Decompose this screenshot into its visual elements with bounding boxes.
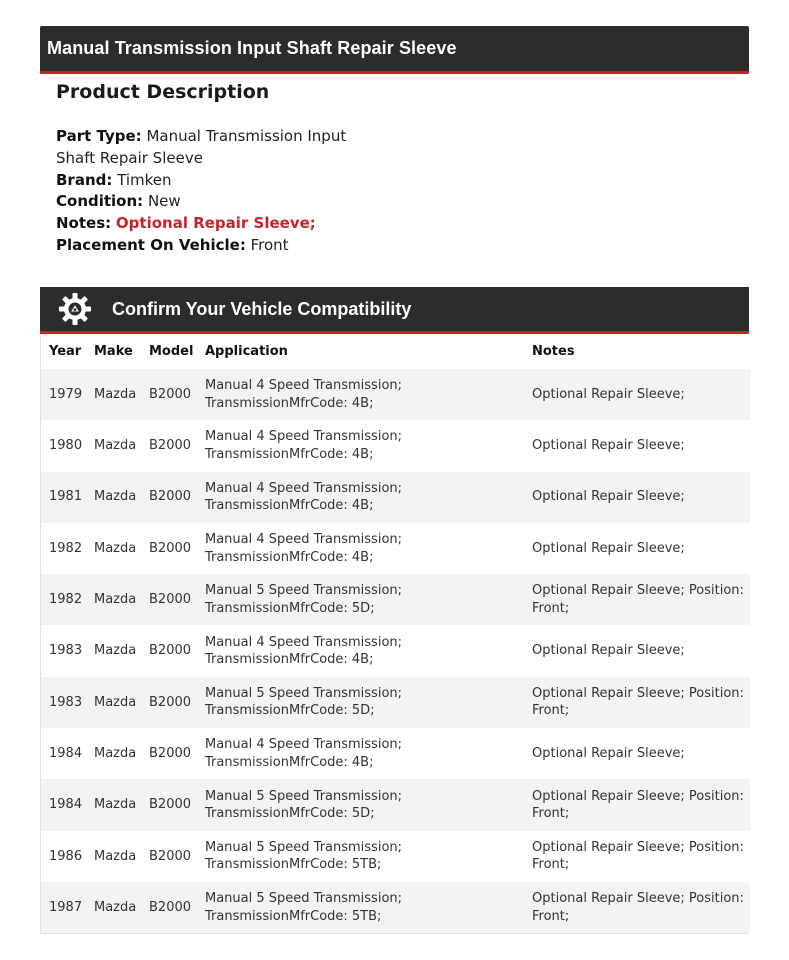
brand-label: Brand: (56, 170, 113, 189)
part-type-line (56, 126, 386, 170)
cell-make: Mazda (86, 677, 141, 728)
table-row (41, 882, 750, 933)
compatibility-table (40, 334, 749, 934)
brand-line (56, 170, 386, 192)
cell-application: Manual 5 Speed Transmission; TransmissionMfrCode: 5D; (197, 574, 524, 625)
cell-application: Manual 5 Speed Transmission; TransmissionMfrCode: 5TB; (197, 882, 524, 933)
cell-notes: Optional Repair Sleeve; Position: Front; (524, 882, 750, 933)
column-header-make: Make (86, 334, 141, 369)
compatibility-header-bar (40, 287, 749, 334)
part-type-label: Part Type: (56, 127, 142, 145)
cell-notes: Optional Repair Sleeve; (524, 625, 750, 676)
condition-line (56, 191, 386, 213)
cell-year: 1982 (41, 523, 86, 574)
cell-application: Manual 4 Speed Transmission; TransmissionMfrCode: 4B; (197, 420, 524, 471)
table-row (41, 472, 750, 523)
brand-value: Timken (117, 170, 172, 189)
condition-value: New (147, 192, 181, 211)
placement-label: Placement On Vehicle: (56, 235, 246, 254)
table-body (41, 369, 750, 933)
cell-model: B2000 (141, 523, 197, 574)
gear-icon (58, 292, 92, 326)
cell-application: Manual 4 Speed Transmission; TransmissionMfrCode: 4B; (197, 369, 524, 420)
table-row (41, 831, 750, 882)
cell-application: Manual 5 Speed Transmission; TransmissionMfrCode: 5TB; (197, 831, 524, 882)
cell-notes: Optional Repair Sleeve; (524, 523, 750, 574)
product-title-bar (40, 26, 749, 74)
table-row (41, 779, 750, 830)
table-row (41, 420, 750, 471)
table-row (41, 677, 750, 728)
cell-notes: Optional Repair Sleeve; (524, 472, 750, 523)
notes-line (56, 213, 386, 235)
column-header-application: Application (197, 334, 524, 369)
cell-notes: Optional Repair Sleeve; (524, 420, 750, 471)
cell-make: Mazda (86, 523, 141, 574)
product-title: Manual Transmission Input Shaft Repair Sleeve (47, 38, 457, 58)
cell-notes: Optional Repair Sleeve; Position: Front; (524, 831, 750, 882)
cell-notes: Optional Repair Sleeve; (524, 369, 750, 420)
cell-application: Manual 4 Speed Transmission; TransmissionMfrCode: 4B; (197, 523, 524, 574)
description-heading: Product Description (56, 81, 270, 103)
cell-year: 1986 (41, 831, 86, 882)
cell-year: 1980 (41, 420, 86, 471)
cell-application: Manual 5 Speed Transmission; TransmissionMfrCode: 5D; (197, 779, 524, 830)
table-row (41, 369, 750, 420)
cell-model: B2000 (141, 882, 197, 933)
compatibility-heading: Confirm Your Vehicle Compatibility (112, 298, 412, 319)
cell-notes: Optional Repair Sleeve; Position: Front; (524, 779, 750, 830)
cell-year: 1983 (41, 677, 86, 728)
cell-model: B2000 (141, 728, 197, 779)
placement-line (56, 235, 386, 257)
cell-make: Mazda (86, 574, 141, 625)
column-header-year: Year (41, 334, 86, 369)
notes-value: Optional Repair Sleeve; (115, 214, 316, 233)
cell-model: B2000 (141, 779, 197, 830)
cell-notes: Optional Repair Sleeve; Position: Front; (524, 677, 750, 728)
condition-label: Condition: (56, 192, 144, 211)
cell-model: B2000 (141, 677, 197, 728)
cell-model: B2000 (141, 420, 197, 471)
cell-model: B2000 (141, 472, 197, 523)
table-row (41, 523, 750, 574)
cell-make: Mazda (86, 420, 141, 471)
part-type-value: Manual Transmission Input Shaft Repair Sleeve (56, 127, 347, 167)
cell-year: 1984 (41, 728, 86, 779)
cell-year: 1984 (41, 779, 86, 830)
notes-label: Notes: (56, 214, 112, 233)
cell-make: Mazda (86, 728, 141, 779)
cell-year: 1983 (41, 625, 86, 676)
column-header-notes: Notes (524, 334, 750, 369)
cell-model: B2000 (141, 831, 197, 882)
cell-application: Manual 4 Speed Transmission; TransmissionMfrCode: 4B; (197, 728, 524, 779)
cell-notes: Optional Repair Sleeve; (524, 728, 750, 779)
cell-make: Mazda (86, 625, 141, 676)
cell-application: Manual 4 Speed Transmission; TransmissionMfrCode: 4B; (197, 472, 524, 523)
table-row (41, 625, 750, 676)
table-row (41, 574, 750, 625)
placement-value: Front (250, 235, 289, 254)
cell-make: Mazda (86, 882, 141, 933)
cell-model: B2000 (141, 369, 197, 420)
cell-make: Mazda (86, 779, 141, 830)
cell-year: 1982 (41, 574, 86, 625)
cell-make: Mazda (86, 472, 141, 523)
table-row (41, 728, 750, 779)
cell-year: 1987 (41, 882, 86, 933)
product-description (56, 80, 386, 257)
cell-model: B2000 (141, 625, 197, 676)
cell-application: Manual 4 Speed Transmission; TransmissionMfrCode: 4B; (197, 625, 524, 676)
column-header-model: Model (141, 334, 197, 369)
cell-application: Manual 5 Speed Transmission; TransmissionMfrCode: 5D; (197, 677, 524, 728)
cell-year: 1981 (41, 472, 86, 523)
cell-make: Mazda (86, 369, 141, 420)
cell-year: 1979 (41, 369, 86, 420)
cell-model: B2000 (141, 574, 197, 625)
cell-notes: Optional Repair Sleeve; Position: Front; (524, 574, 750, 625)
cell-make: Mazda (86, 831, 141, 882)
table-header-row (41, 334, 750, 369)
